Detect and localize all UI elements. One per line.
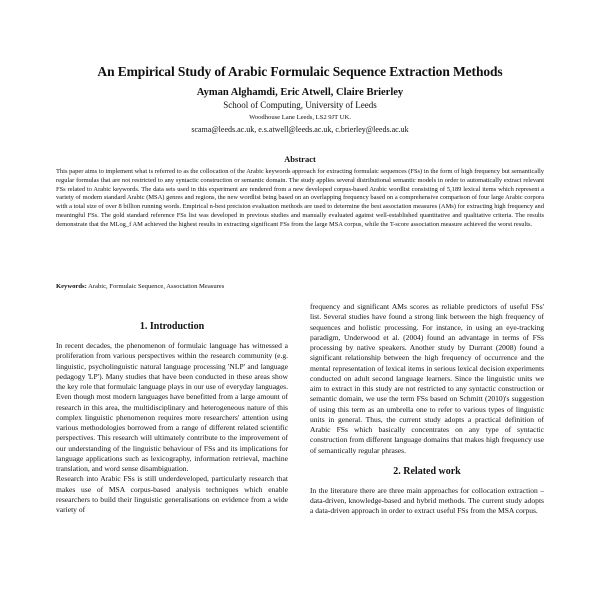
authors: Ayman Alghamdi, Eric Atwell, Claire Brierley (196, 87, 404, 98)
author-emails: scama@leeds.ac.uk, e.s.atwell@leeds.ac.uk, c.brierley@leeds.ac.uk (191, 125, 409, 134)
introduction-body (56, 341, 288, 515)
paragraph: In recent decades, the phenomenon of formulaic language has witnessed a proliferation from various perspectives within the research community (e.g. linguistic, psycholinguistic natural language processing 'NLP' and language pedagogy 'LP'). Many studies that have been conducted in these areas show the key role that formulaic language plays in our use of everyday languages. Even though most modern languages have benefitted from a large amount of research in this area, the multidisciplinary and heterogeneous nature of this complex linguistic phenomenon requires more researchers' attention using various methodologies borrowed from a range of different related scientific perspectives. This research will ultimately contribute to the improvement of our understanding of the linguistic behaviour of FSs and its implications for language applications such as lexicography, information retrieval, machine translation, and word sense disambiguation. (56, 341, 288, 473)
affiliation: School of Computing, University of Leeds (223, 100, 377, 110)
related-work-body (310, 486, 544, 517)
keywords-label: Keywords: (56, 283, 87, 290)
right-column (310, 302, 544, 600)
introduction-continued (310, 302, 544, 456)
related-work-heading: 2. Related work (393, 465, 461, 477)
paragraph: frequency and significant AMs scores as reliable predictors of useful FSs' list. Several studies have found a strong link between the high frequency of sequences and holistic processing. For instance, in using an eye-tracking paradigm, Underwood et al. (2004) found an advantage in terms of FSs processing by native speakers. Another study by Durrant (2008) found a significant relationship between the high frequency of occurrence and the mental representation of lexical items in serious lexical decision experiments conducted on adult second language learners. Since the linguistic units we aim to extract in this study are not restricted to any syntactic construction or semantic domain, we use the term FSs based on Schmitt (2010)'s suggestion of using this term as an umbrella one to refer to various types of linguistic units in general. Thus, the current study adopts a practical definition of Arabic FSs which basically concentrates on any type of syntactic construction from different language domains that makes high frequency use of semantically regular phrases. (310, 302, 544, 455)
keywords-list: Arabic, Formulaic Sequence, Association Measures (86, 283, 225, 290)
abstract-text: This paper aims to implement what is referred to as the collocation of the Arabic keywords approach for extracting formulaic sequences (FSs) in the form of high frequency but semantically regular formulas that are not restricted to any syntactic construction or semantic domain. The study applies several distributional semantic models in order to automatically extract relevant FSs related to Arabic keywords. The data sets used in this experiment are rendered from a new developed corpus-based Arabic wordlist consisting of 5,189 lexical items which represent a variety of modern standard Arabic (MSA) genres and regions, the new wordlist being based on an overlapping frequency based on a comprehensive comparison of four large Arabic corpora with a total size of over 8 billion running words. Empirical n-best precision evaluation methods are used to determine the best association measures (AMs) for extracting high frequency and meaningful FSs. The gold standard reference FSs list was developed in previous studies and manually evaluated against well-established quantitative and qualitative criteria. The results demonstrate that the MLog_f AM achieved the highest results in extracting significant FSs from the large MSA corpus, while the T-score association measure achieved the worst results. (56, 168, 544, 228)
address: Woodhouse Lane Leeds, LS2 9JT UK. (249, 114, 351, 121)
keywords (56, 283, 544, 290)
paragraph: In the literature there are three main approaches for collocation extraction – data-driven, knowledge-based and hybrid methods. The current study adopts a data-driven approach in order to extract useful FSs from the MSA corpus. (310, 485, 544, 516)
abstract-heading: Abstract (284, 154, 316, 164)
paper-title: An Empirical Study of Arabic Formulaic Sequence Extraction Methods (97, 64, 503, 79)
left-column (56, 321, 288, 600)
paragraph: Research into Arabic FSs is still underdeveloped, particularly research that makes use of MSA corpus-based analysis techniques which enable researchers to build their linguistic generalisations on evidence from a wide variety of (56, 474, 288, 514)
introduction-heading: 1. Introduction (139, 321, 205, 332)
